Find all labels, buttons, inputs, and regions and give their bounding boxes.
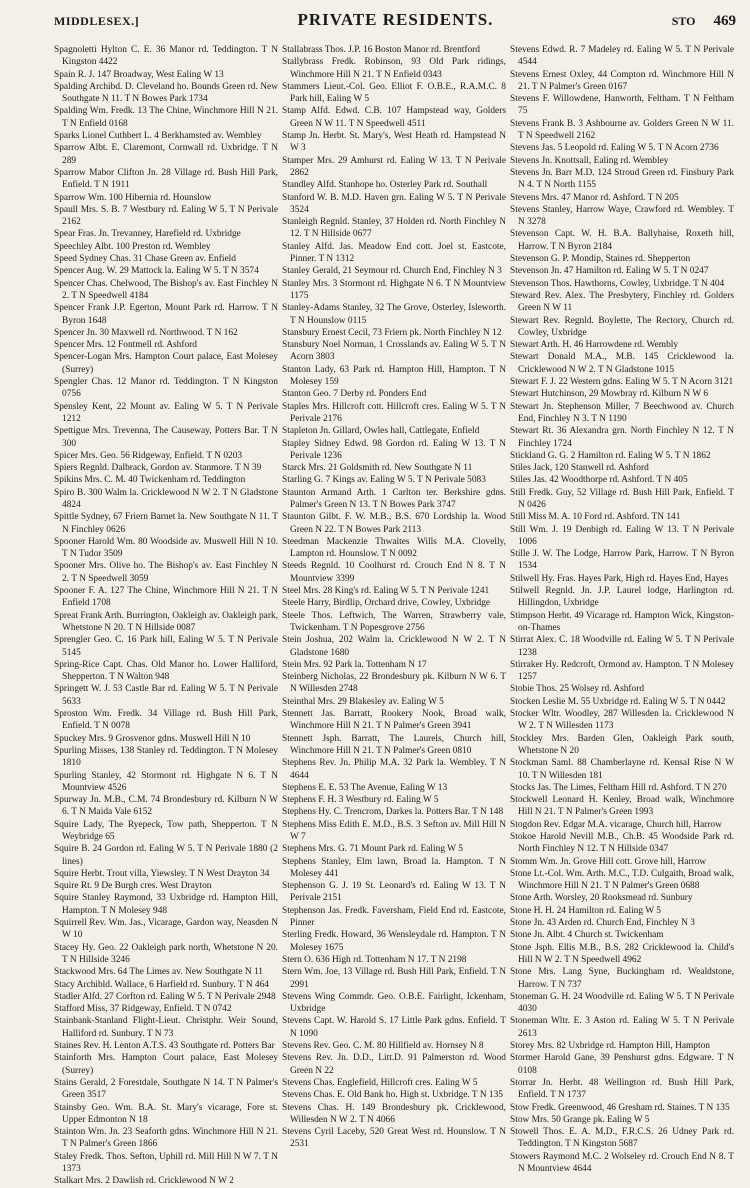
resident-entry: Steinberg Nicholas, 22 Brondesbury pk. Kilburn N W 6. T N Willesden 2748 — [282, 672, 506, 695]
resident-entry: Spurling Misses, 138 Stanley rd. Teddington. T N Molesey 1810 — [54, 745, 278, 769]
resident-entry: Spensley Kent, 22 Mount av. Ealing W 5. T N Perivale 1212 — [54, 401, 278, 424]
resident-entry: Stackwood Mrs. 64 The Limes av. New Southgate N 11 — [54, 967, 263, 978]
resident-entry: Storey Mrs. 82 Uxbridge rd. Hampton Hill, Hampton — [510, 1041, 710, 1052]
resident-entry: Stainbank-Stanland Flight-Lieut. Christphr. Weir Sound, Halliford rd. Sunbury. T N 73 — [54, 1016, 278, 1039]
resident-entry: Stanley Gerald, 21 Seymour rd. Church End, Finchley N 3 — [282, 266, 502, 277]
resident-entry: Stimpson Herbt. 49 Vicarage rd. Hampton Wick, Kingston-on-Thames — [510, 610, 734, 633]
resident-entry: Spuckey Mrs. 9 Grosvenor gdns. Muswell Hill N 10 — [54, 733, 251, 744]
resident-entry: Still Fredk. Guy, 52 Village rd. Bush Hill Park, Enfield. T N 0426 — [510, 487, 734, 510]
resident-entry: Stevens Edwd. R. 7 Madeley rd. Ealing W 5. T N Perivale 4544 — [510, 45, 734, 68]
resident-entry: Stow Fredk. Greenwood, 46 Gresham rd. Staines. T N 135 — [510, 1102, 730, 1113]
resident-entry: Stephenson Jas. Fredk. Faversham, Field End rd. Eastcote, Pinner — [282, 905, 506, 929]
resident-entry: Stephens Mrs. G. 71 Mount Park rd. Ealing W 5 — [282, 844, 463, 855]
resident-entry: Stephenson G. J. 19 St. Leonard's rd. Ealing W 13. T N Perivale 2151 — [282, 881, 506, 904]
resident-entry: Steward Rev. Alex. The Presbytery, Finchley rd. Golders Green N W 11 — [510, 290, 734, 314]
resident-entry: Stallabrass Thos. J.P. 16 Boston Manor rd. Brentford — [282, 45, 480, 55]
resident-entry: Stanton Lady, 63 Park rd. Hampton Hill, Hampton. T N Molesey 159 — [282, 364, 506, 388]
resident-entry: Stewart Jn. Stephenson Miller, 7 Beechwood av. Church End, Finchley N 3. T N 1190 — [510, 401, 734, 424]
column-1 — [54, 44, 278, 1188]
resident-entry: Sparks Lionel Cuthbert L. 4 Berkhamsted av. Wembley — [54, 131, 262, 142]
resident-entry: Stallybrass Fredk. Robinson, 93 Old Park ridings, Winchmore Hill N 21. T N Enfield 0343 — [282, 57, 506, 80]
resident-entry: Stevens Frank B. 3 Ashbourne av. Golders Green N W 11. T N Speedwell 2162 — [510, 118, 734, 142]
resident-entry: Spurway Jn. M.B., C.M. 74 Brondesbury rd. Kilburn N W 6. T N Maida Vale 6152 — [54, 795, 278, 818]
resident-entry: Stansbury Ernest Cecil, 73 Friern pk. North Finchley N 12 — [282, 327, 502, 338]
resident-entry: Stennett Jas. Barratt, Rookery Nook, Broad walk, Winchmore Hill N 21. T N Palmer's Green 3941 — [282, 709, 506, 732]
resident-entry: Sproston Wm. Fredk. 34 Village rd. Bush Hill Park, Enfield. T N 0078 — [54, 709, 278, 732]
resident-entry: Stanley Alfd. Jas. Meadow End cott. Joel st. Eastcote, Pinner. T N 1312 — [282, 241, 506, 265]
resident-entry: Stowell Thos. E. A. M.D., F.R.C.S. 26 Udney Park rd. Teddington. T N Kingston 5687 — [510, 1127, 734, 1150]
resident-entry: Stevenson Jn. 47 Hamilton rd. Ealing W 5. T N 0247 — [510, 266, 709, 277]
column-2 — [282, 44, 506, 1188]
resident-entry: Spooner F. A. 127 The Chine, Winchmore Hill N 21. T N Enfield 1708 — [54, 586, 278, 609]
resident-entry: Stevenson G. P. Mondip, Staines rd. Shepperton — [510, 254, 691, 265]
resident-entry: Stevens Cyril Laceby, 520 Great West rd. Hounslow. T N 2531 — [282, 1127, 506, 1150]
resident-entry: Stevens F. Willowdene, Hanworth, Feltham. T N Feltham 75 — [510, 94, 734, 117]
resident-entry: Stevens Chas. Englefield, Hillcroft cres. Ealing W 5 — [282, 1077, 478, 1088]
resident-entry: Stains Gerald, 2 Forestdale, Southgate N 14. T N Palmer's Green 3517 — [54, 1077, 278, 1101]
resident-entry: Stevens Chas. E. Old Bank ho. High st. Uxbridge. T N 135 — [282, 1090, 503, 1101]
resident-entry: Starck Mrs. 21 Goldsmith rd. New Southgate N 11 — [282, 463, 473, 474]
resident-entry: Stone H. H. 24 Hamilton rd. Ealing W 5 — [510, 905, 661, 916]
resident-entry: Stamp Jn. Herbt. St. Mary's, West Heath rd. Hampstead N W 3 — [282, 131, 506, 154]
resident-entry: Stephens Rev. Jn. Philip M.A. 32 Park la. Wembley. T N 4644 — [282, 758, 506, 781]
resident-entry: Stoneman Wltr. E. 3 Aston rd. Ealing W 5. T N Perivale 2613 — [510, 1016, 734, 1039]
resident-entry: Stobie Thos. 25 Wolsey rd. Ashford — [510, 684, 645, 695]
resident-entry: Stone Arth. Worsley, 20 Rooksmead rd. Sunbury — [510, 893, 693, 904]
resident-entry: Stickland G. G. 2 Hamilton rd. Ealing W 5. T N 1862 — [510, 450, 711, 461]
resident-entry: Stoneman G. H. 24 Woodville rd. Ealing W 5. T N Perivale 4030 — [510, 991, 734, 1015]
resident-entry: Stephens Stanley, Elm lawn, Broad la. Hampton. T N Molesey 441 — [282, 856, 506, 879]
resident-entry: Stevens Jas. 5 Leopold rd. Ealing W 5. T N Acorn 2736 — [510, 143, 719, 154]
resident-entry: Stevens Jn. Knottsall, Ealing rd. Wembley — [510, 155, 669, 166]
resident-entry: Steele Harry, Birdlip, Orchard drive, Cowley, Uxbridge — [282, 598, 491, 609]
resident-entry: Spencer Jn. 30 Maxwell rd. Northwood. T N 162 — [54, 327, 238, 338]
resident-entry: Stafford Miss, 37 Ridgeway, Enfield. T N 0742 — [54, 1004, 232, 1015]
resident-entry: Stone Lt.-Col. Wm. Arth. M.C., T.D. Culgaith, Broad walk, Winchmore Hill N 21. T N Palmer's Green 0688 — [510, 868, 734, 892]
resident-entry: Stanley-Adams Stanley, 32 The Grove, Osterley, Isleworth. T N Hounslow 0115 — [282, 303, 506, 326]
resident-entry: Spring-Rice Capt. Chas. Old Manor ho. Lower Halliford, Shepperton. T N Walton 948 — [54, 659, 278, 683]
resident-entry: Stevens Chas. H. 149 Brondesbury pk. Cricklewood, Willesden N W 2. T N 4066 — [282, 1102, 506, 1125]
resident-entry: Stammers Lieut.-Col. Geo. Elliot F. O.B.E., R.A.M.C. 8 Park hill, Ealing W 5 — [282, 81, 506, 105]
resident-entry: Springett W. J. 53 Castle Bar rd. Ealing W 5. T N Perivale 5633 — [54, 684, 278, 707]
resident-entry: Stomm Wm. Jn. Grove Hill cott. Grove hill, Harrow — [510, 856, 707, 867]
column-3 — [510, 44, 734, 1188]
resident-entry: Sparrow Wm. 100 Hibernia rd. Hounslow — [54, 192, 212, 203]
resident-entry: Spagnoletti Hylton C. E. 36 Manor rd. Teddington. T N Kingston 4422 — [54, 45, 278, 68]
resident-entry: Spain R. J. 147 Broadway, West Ealing W 13 — [54, 69, 224, 80]
resident-entry: Spalding Archibd. D. Cleveland ho. Bounds Green rd. New Southgate N 11. T N Bowes Park 1734 — [54, 81, 278, 105]
resident-entry: Steele Thos. Leftwich, The Warren, Strawberry vale, Twickenham. T N Popesgrove 2756 — [282, 610, 506, 633]
resident-entry: Sprengler Geo. C. 16 Park hill, Ealing W 5. T N Perivale 5145 — [54, 635, 278, 658]
resident-entry: Spittle Sydney, 67 Friern Barnet la. New Southgate N 11. T N Finchley 0626 — [54, 512, 278, 535]
county-heading: MIDDLESEX.] — [54, 14, 140, 28]
resident-entry: Squirrell Rev. Wm. Jas., Vicarage, Gardon way, Neasden N W 10 — [54, 918, 278, 941]
resident-entry: Stamp Alfd. Edwd. C.B. 107 Hampstead way, Golders Green N W 11. T N Speedwell 4511 — [282, 106, 506, 129]
resident-entry: Stiles Jack, 120 Stanwell rd. Ashford — [510, 463, 649, 474]
resident-entry: Stanton Geo. 7 Derby rd. Ponders End — [282, 389, 427, 400]
resident-entry: Still Miss M. A. 10 Ford rd. Ashford. TN 141 — [510, 512, 681, 523]
resident-entry: Stern Wm. Joe, 13 Village rd. Bush Hill Park, Enfield. T N 2991 — [282, 967, 506, 990]
resident-entry: Stevens Ernest Oxley, 44 Compton rd. Winchmore Hill N 21. T N Palmer's Green 0167 — [510, 69, 734, 92]
page-title: PRIVATE RESIDENTS. — [297, 10, 494, 29]
resident-entry: Stirrat Alex. C. 18 Woodville rd. Ealing W 5. T N Perivale 1238 — [510, 635, 734, 658]
resident-entry: Stevens Wing Commdr. Geo. O.B.E. Fairlight, Ickenham, Uxbridge — [282, 991, 506, 1015]
resident-entry: Stocker Wltr. Woodley, 287 Willesden la. Cricklewood N W 2. T N Willesden 1173 — [510, 709, 734, 732]
resident-entry: Stapleton Jn. Gillard, Owles hall, Cattlegate, Enfield — [282, 426, 480, 437]
resident-entry: Stille J. W. The Lodge, Harrow Park, Harrow. T N Byron 1534 — [510, 549, 734, 572]
resident-entry: Stainforth Mrs. Hampton Court palace, East Molesey (Surrey) — [54, 1053, 278, 1076]
resident-entry: Speechley Albt. 100 Preston rd. Wembley — [54, 241, 211, 252]
resident-entry: Stilwell Regnld. Jn. J.P. Laurel lodge, Harlington rd. Hillingdon, Uxbridge — [510, 586, 734, 609]
resident-entry: Stapley Sidney Edwd. 98 Gordon rd. Ealing W 13. T N Perivale 1236 — [282, 438, 506, 461]
resident-entry: Stilwell Hy. Fras. Hayes Park, High rd. Hayes End, Hayes — [510, 573, 729, 584]
resident-entry: Stadler Alfd. 27 Corfton rd. Ealing W 5. T N Perivale 2948 — [54, 991, 276, 1002]
page-header — [54, 10, 736, 36]
resident-entry: Storrar Jn. Herbt. 48 Wellington rd. Bush Hill Park, Enfield. T N 1737 — [510, 1077, 734, 1101]
resident-entry: Spicer Mrs. Geo. 56 Ridgeway, Enfield. T N 0203 — [54, 450, 243, 461]
resident-entry: Stone Jn. 43 Arden rd. Church End, Finchley N 3 — [510, 918, 695, 929]
resident-entry: Stewart Rt. 36 Alexandra grn. North Finchley N 12. T N Finchley 1724 — [510, 426, 734, 449]
resident-entry: Stevens Rev. Geo. C. M. 80 Hillfield av. Hornsey N 8 — [282, 1041, 484, 1052]
resident-entry: Sparrow Albt. E. Claremont, Cornwall rd. Uxbridge. T N 289 — [54, 143, 278, 166]
resident-entry: Stevens Capt. W. Harold S. 17 Little Park gdns. Enfield. T N 1090 — [282, 1016, 506, 1039]
resident-entry: Stanleigh Regnld. Stanley, 37 Holden rd. North Finchley N 12. T N Hillside 0677 — [282, 217, 506, 240]
resident-entry: Spreat Frank Arth. Burrington, Oakleigh av. Oakleigh park, Whetstone N 20. T N Hillside 0087 — [54, 610, 278, 633]
resident-entry: Stephens Hy. C. Trencrom, Darkes la. Potters Bar. T N 148 — [282, 807, 504, 818]
resident-entry: Starling G. 7 Kings av. Ealing W 5. T N Perivale 5083 — [282, 475, 486, 486]
resident-entry: Stacy Archibld. Wallace, 6 Harfield rd. Sunbury. T N 464 — [54, 979, 269, 990]
resident-entry: Stainton Wm. Jn. 23 Seaforth gdns. Winchmore Hill N 21. T N Palmer's Green 1866 — [54, 1127, 278, 1150]
page-index — [672, 13, 736, 30]
resident-entry: Spear Fras. Jn. Trevanney, Harefield rd. Uxbridge — [54, 229, 241, 240]
resident-entry: Stewart Donald M.A., M.B. 145 Cricklewood la. Cricklewood N W 2. T N Gladstone 1015 — [510, 352, 734, 375]
resident-entry: Stern O. 636 High rd. Tottenham N 17. T N 2198 — [282, 954, 467, 965]
resident-entry: Staley Fredk. Thos. Sefton, Uphill rd. Mill Hill N W 7. T N 1373 — [54, 1151, 278, 1175]
resident-entry: Stone Jsph. Ellis M.B., B.S. 282 Cricklewood la. Child's Hill N W 2. T N Speedwell 4962 — [510, 942, 734, 965]
resident-entry: Stansbury Noel Norman, 1 Crosslands av. Ealing W 5. T N Acorn 3803 — [282, 340, 506, 363]
resident-entry: Spencer Frank J.P. Egerton, Mount Park rd. Harrow. T N Byron 1648 — [54, 303, 278, 326]
resident-entry: Stevenson Capt. W. H. B.A. Ballyhaise, Roxeth hill, Harrow. T N Byron 2184 — [510, 229, 734, 252]
resident-entry: Stocks Jas. The Limes, Feltham Hill rd. Ashford. T N 270 — [510, 782, 727, 793]
resident-entry: Stowers Raymond M.C. 2 Wolseley rd. Crouch End N 8. T N Mountview 4644 — [510, 1151, 734, 1175]
resident-entry: Spencer-Logan Mrs. Hampton Court palace, East Molesey (Surrey) — [54, 352, 278, 375]
resident-entry: Stiles Jas. 42 Woodthorpe rd. Ashford. T N 405 — [510, 475, 688, 486]
resident-entry: Stewart Arth. H. 46 Harrowdene rd. Wembly — [510, 340, 679, 351]
resident-entry: Stormer Harold Gane, 39 Penshurst gdns. Edgware. T N 0108 — [510, 1053, 734, 1076]
resident-entry: Standley Alfd. Stanhope ho. Osterley Park rd. Southall — [282, 180, 488, 191]
alphabet-range: STO — [671, 14, 696, 28]
resident-entry: Stewart Hutchinson, 29 Mowbray rd. Kilburn N W 6 — [510, 389, 709, 400]
resident-entry: Staples Mrs. Hillcroft cott. Hillcroft cres. Ealing W 5. T N Perivale 2176 — [282, 401, 506, 424]
resident-entry: Stogdon Rev. Edgar M.A. vicarage, Church hill, Harrow — [510, 819, 722, 830]
resident-entry: Spiro B. 300 Walm la. Cricklewood N W 2. T N Gladstone 4824 — [54, 487, 278, 510]
resident-entry: Stewart F. J. 22 Western gdns. Ealing W 5. T N Acorn 3121 — [510, 377, 734, 388]
resident-entry: Staunton Gilbt. F. W. M.B., B.S. 670 Lordship la. Wood Green N 22. T N Bowes Park 2113 — [282, 512, 506, 535]
resident-entry: Stalkart Mrs. 2 Dawlish rd. Cricklewood N W 2 — [54, 1176, 234, 1187]
resident-entry: Squire Herbt. Trout villa, Yiewsley. T N West Drayton 34 — [54, 868, 270, 879]
resident-entry: Still Wm. J. 19 Denbigh rd. Ealing W 13. T N Perivale 1006 — [510, 524, 734, 547]
resident-entry: Stevens Rev. Jn. D.D., Litt.D. 91 Palmerston rd. Wood Green N 22 — [282, 1053, 506, 1076]
resident-entry: Stanley Mrs. 3 Stormont rd. Highgate N 6. T N Mountview 1175 — [282, 278, 506, 301]
resident-entry: Stanford W. B. M.D. Haven grn. Ealing W 5. T N Perivale 3524 — [282, 192, 506, 215]
resident-entry: Stockley Mrs. Barden Glen, Oakleigh Park south, Whetstone N 20 — [510, 733, 734, 756]
resident-entry: Stocken Leslie M. 55 Uxbridge rd. Ealing W 5. T N 0442 — [510, 696, 726, 707]
resident-entry: Stein Mrs. 92 Park la. Tottenham N 17 — [282, 659, 427, 670]
resident-entry: Steinthal Mrs. 29 Blakesley av. Ealing W 5 — [282, 696, 444, 707]
resident-entry: Speed Sydney Chas. 31 Chase Green av. Enfield — [54, 254, 236, 265]
resident-entry: Spurling Stanley, 42 Stormont rd. Highgate N 6. T N Mountview 4526 — [54, 770, 278, 793]
resident-entry: Stow Mrs. 50 Grange pk. Ealing W 5 — [510, 1114, 650, 1125]
resident-entry: Stainsby Geo. Wm. B.A. St. Mary's vicarage, Fore st. Upper Edmonton N 18 — [54, 1102, 278, 1125]
resident-entry: Spencer Mrs. 12 Fontmell rd. Ashford — [54, 340, 197, 351]
resident-entry: Squire Lady, The Ryepeck, Tow path, Shepperton. T N Weybridge 65 — [54, 819, 278, 842]
entry-columns — [54, 44, 736, 1188]
resident-entry: Sparrow Mabor Clifton Jn. 28 Village rd. Bush Hill Park, Enfield. T N 1911 — [54, 167, 278, 191]
resident-entry: Spiers Regnld. Dalbrack, Gordon av. Stanmore. T N 39 — [54, 463, 262, 474]
resident-entry: Spettigue Mrs. Trevenna, The Causeway, Potters Bar. T N 300 — [54, 426, 278, 449]
resident-entry: Stewart Rev. Regnld. Boylette, The Rectory, Church rd. Cowley, Uxbridge — [510, 315, 734, 338]
resident-entry: Stockman Saml. 88 Chamberlayne rd. Kensal Rise N W 10. T N Willesden 181 — [510, 758, 734, 781]
resident-entry: Spikins Mrs. C. M. 40 Twickenham rd. Teddington — [54, 475, 246, 486]
resident-entry: Stevenson Thos. Hawthorns, Cowley, Uxbridge. T N 404 — [510, 278, 725, 289]
resident-entry: Stennett Jsph. Barratt, The Laurels, Church hill, Winchmore Hill N 21. T N Palmer's Green 0810 — [282, 733, 506, 756]
resident-entry: Squire Stanley Raymond, 33 Uxbridge rd. Hampton Hill, Hampton. T N Molesey 948 — [54, 893, 278, 916]
resident-entry: Steel Mrs. 28 King's rd. Ealing W 5. T N Perivale 1241 — [282, 586, 490, 597]
resident-entry: Spooner Mrs. Olive ho. The Bishop's av. East Finchley N 2. T N Speedwell 3059 — [54, 561, 278, 584]
resident-entry: Stevens Stanley, Harrow Waye, Crawford rd. Wembley. T N 3278 — [510, 204, 734, 228]
resident-entry: Stone Mrs. Lang Syne, Buckingham rd. Wealdstone, Harrow. T N 737 — [510, 967, 734, 990]
resident-entry: Stamper Mrs. 29 Amhurst rd. Ealing W 13. T N Perivale 2862 — [282, 155, 506, 178]
resident-entry: Spalding Wm. Fredk. 13 The Chine, Winchmore Hill N 21. T N Enfield 0168 — [54, 106, 278, 129]
resident-entry: Spooner Harold Wm. 80 Woodside av. Muswell Hill N 10. T N Tudor 3509 — [54, 536, 278, 560]
resident-entry: Stephens Miss Edith E. M.D., B.S. 3 Sefton av. Mill Hill N W 7 — [282, 819, 506, 842]
resident-entry: Steedman Mackenzie Thwaites Wills M.A. Clovelly, Lampton rd. Hounslow. T N 0092 — [282, 536, 506, 560]
resident-entry: Stockwell Leonard H. Kenley, Broad walk, Winchmore Hill N 21. T N Palmer's Green 1993 — [510, 795, 734, 818]
resident-entry: Stone Jn. Albt. 4 Church st. Twickenham — [510, 930, 664, 941]
resident-entry: Stirraker Hy. Redcroft, Ormond av. Hampton. T N Molesey 1257 — [510, 659, 734, 683]
resident-entry: Spengler Chas. 12 Manor rd. Teddington. T N Kingston 0756 — [54, 377, 278, 400]
resident-entry: Stevens Mrs. 47 Manor rd. Ashford. T N 205 — [510, 192, 679, 203]
resident-entry: Spencer Aug. W. 29 Mattock la. Ealing W 5. T N 3574 — [54, 266, 259, 277]
page-number: 469 — [713, 13, 736, 29]
resident-entry: Squire Rt. 9 De Burgh cres. West Drayton — [54, 881, 212, 892]
resident-entry: Stevens Jn. Barr M.D. 124 Stroud Green rd. Finsbury Park N 4. T N North 1155 — [510, 167, 734, 191]
resident-entry: Stephens F. H. 3 Westbury rd. Ealing W 5 — [282, 795, 439, 806]
resident-entry: Stokoe Harold Nevill M.B., Ch.B. 45 Woodside Park rd. North Finchley N 12. T N Hillside 0347 — [510, 832, 734, 855]
resident-entry: Staines Rev. H. Lenton A.T.S. 43 Southgate rd. Potters Bar — [54, 1041, 275, 1052]
resident-entry: Squire B. 24 Gordon rd. Ealing W 5. T N Perivale 1880 (2 lines) — [54, 844, 278, 867]
resident-entry: Sterling Fredk. Howard, 36 Wensleydale rd. Hampton. T N Molesey 1675 — [282, 930, 506, 953]
resident-entry: Stephens E. E. 53 The Avenue, Ealing W 13 — [282, 782, 448, 793]
resident-entry: Staunton Armand Arth. 1 Carlton ter. Berkshire gdns. Palmer's Green N 13. T N Bowes Park 3747 — [282, 487, 506, 510]
resident-entry: Spaull Mrs. S. B. 7 Westbury rd. Ealing W 5. T N Perivale 2162 — [54, 204, 278, 228]
resident-entry: Stein Joshua, 202 Walm la. Cricklewood N W 2. T N Gladstone 1680 — [282, 635, 506, 658]
resident-entry: Spencer Chas. Chelwood, The Bishop's av. East Finchley N 2. T N Speedwell 4184 — [54, 278, 278, 301]
resident-entry: Stacey Hy. Geo. 22 Oakleigh park north, Whetstone N 20. T N Hillside 3246 — [54, 942, 278, 965]
resident-entry: Steeds Regnld. 10 Coolhurst rd. Crouch End N 8. T N Mountview 3399 — [282, 561, 506, 584]
